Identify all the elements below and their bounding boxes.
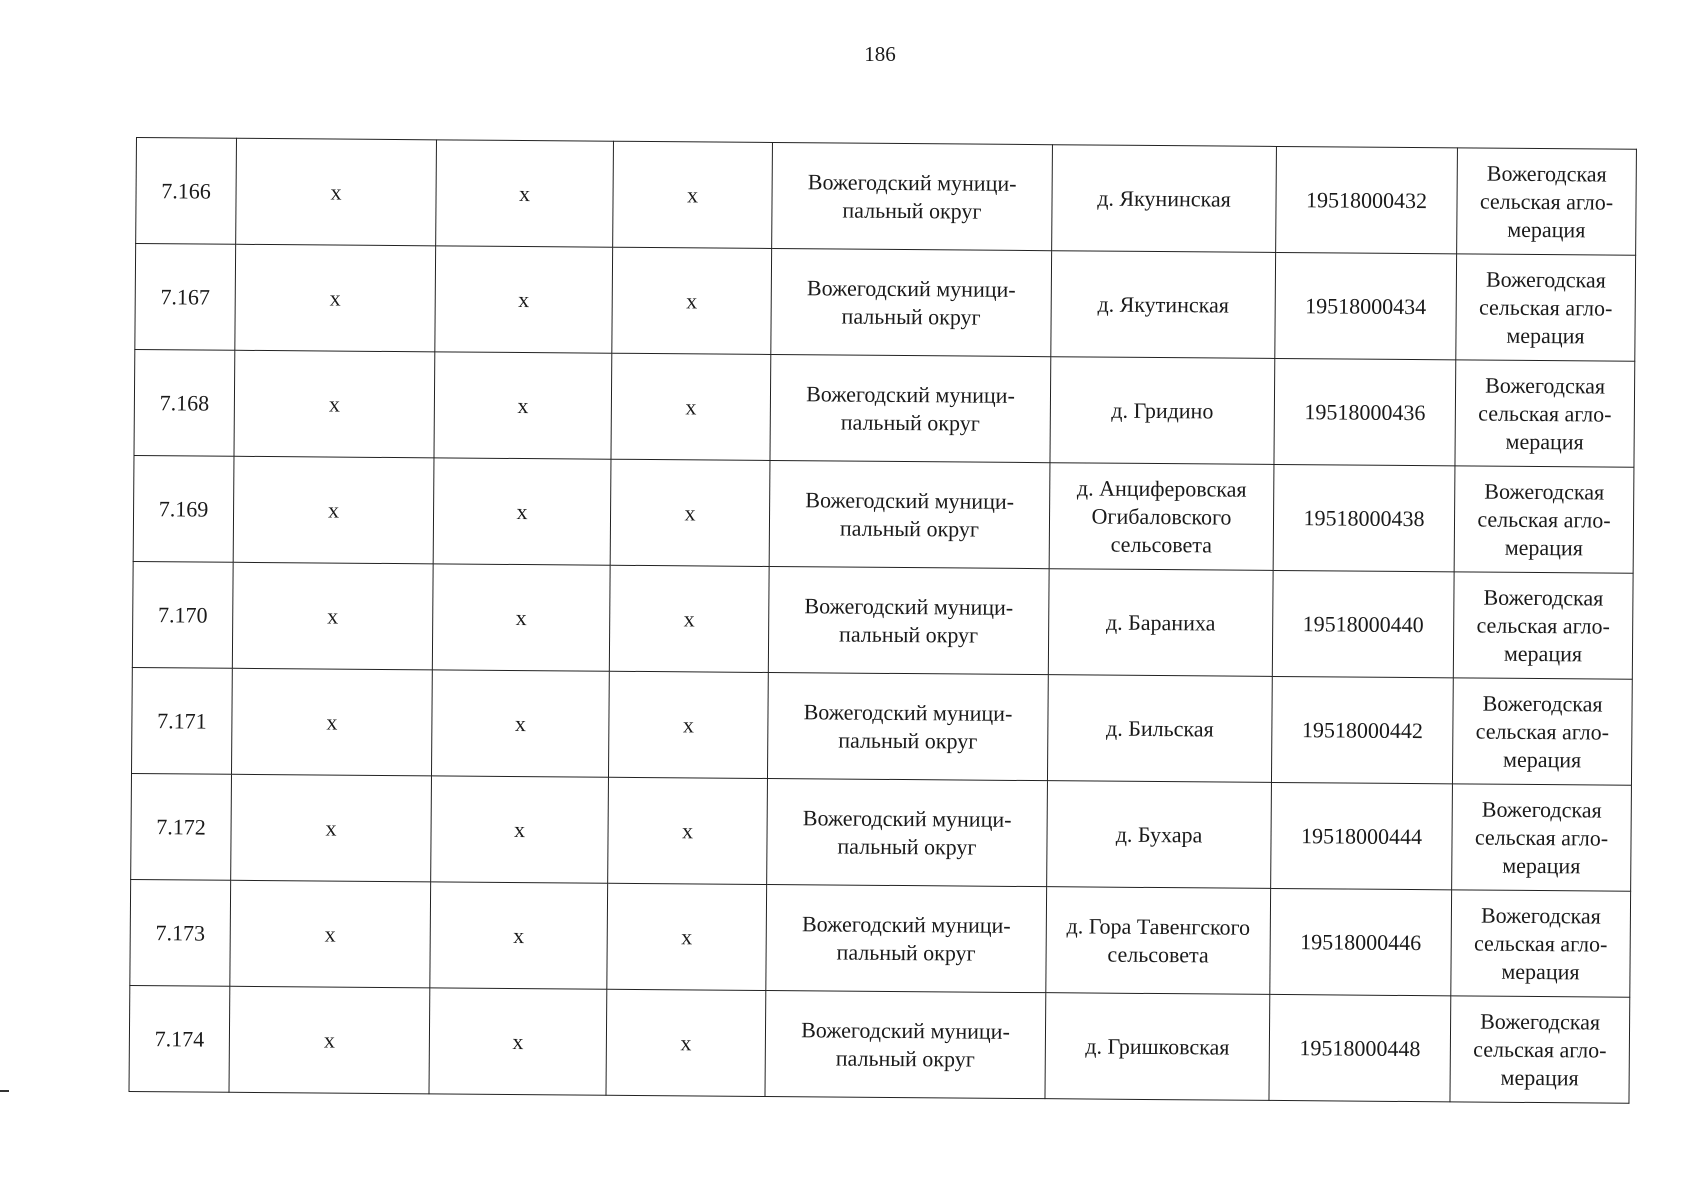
- column-2-cell: х: [433, 458, 611, 565]
- row-number-cell: 7.174: [129, 985, 230, 1092]
- column-3-cell: х: [606, 989, 766, 1096]
- column-1-cell: х: [233, 456, 434, 564]
- table-body: [129, 138, 1636, 1104]
- column-3-cell: х: [609, 565, 769, 672]
- column-3-cell: х: [608, 777, 768, 884]
- code-cell: 19518000440: [1272, 570, 1454, 677]
- column-3-cell: х: [611, 353, 771, 460]
- agglomeration-cell: Вожегодская сельская агло- мерация: [1452, 784, 1632, 891]
- code-cell: 19518000442: [1271, 676, 1453, 783]
- row-number-cell: 7.173: [130, 879, 231, 986]
- district-cell: Вожегодский муници- пальный округ: [772, 142, 1053, 250]
- column-3-cell: х: [607, 883, 767, 990]
- table-row: [133, 455, 1634, 573]
- code-cell: 19518000438: [1273, 464, 1455, 571]
- column-1-cell: х: [230, 880, 431, 988]
- settlements-table: [128, 137, 1636, 1104]
- code-cell: 19518000444: [1271, 782, 1453, 889]
- settlement-cell: д. Бараниха: [1048, 569, 1273, 677]
- settlement-cell: д. Бухара: [1047, 781, 1272, 889]
- column-1-cell: х: [234, 350, 435, 458]
- column-2-cell: х: [435, 246, 613, 353]
- column-3-cell: х: [610, 459, 770, 566]
- column-1-cell: х: [229, 986, 430, 1094]
- agglomeration-cell: Вожегодская сельская агло- мерация: [1450, 996, 1630, 1103]
- column-3-cell: х: [612, 247, 772, 354]
- margin-mark: [0, 1090, 9, 1092]
- agglomeration-cell: Вожегодская сельская агло- мерация: [1452, 678, 1632, 785]
- row-number-cell: 7.172: [131, 773, 232, 880]
- code-cell: 19518000446: [1270, 888, 1452, 995]
- page-number: 186: [864, 42, 896, 66]
- agglomeration-cell: Вожегодская сельская агло- мерация: [1455, 360, 1635, 467]
- table-row: [132, 561, 1633, 679]
- settlement-cell: д. Гридино: [1050, 357, 1275, 465]
- column-1-cell: х: [236, 138, 437, 246]
- row-number-cell: 7.170: [132, 561, 233, 668]
- table-row: [134, 349, 1635, 467]
- code-cell: 19518000432: [1276, 146, 1458, 253]
- column-1-cell: х: [231, 774, 432, 882]
- district-cell: Вожегодский муници- пальный округ: [765, 990, 1046, 1098]
- district-cell: Вожегодский муници- пальный округ: [767, 778, 1048, 886]
- district-cell: Вожегодский муници- пальный округ: [766, 884, 1047, 992]
- table-row: [132, 667, 1633, 785]
- column-2-cell: х: [431, 776, 609, 883]
- column-2-cell: х: [434, 352, 612, 459]
- agglomeration-cell: Вожегодская сельская агло- мерация: [1454, 466, 1634, 573]
- code-cell: 19518000436: [1274, 358, 1456, 465]
- agglomeration-cell: Вожегодская сельская агло- мерация: [1456, 254, 1636, 361]
- table-row: [135, 244, 1636, 362]
- table-row: [129, 985, 1630, 1103]
- column-2-cell: х: [431, 670, 609, 777]
- district-cell: Вожегодский муници- пальный округ: [767, 672, 1048, 780]
- district-cell: Вожегодский муници- пальный округ: [771, 248, 1052, 356]
- column-2-cell: х: [436, 140, 614, 247]
- district-cell: Вожегодский муници- пальный округ: [768, 566, 1049, 674]
- row-number-cell: 7.169: [133, 455, 234, 562]
- column-1-cell: х: [232, 562, 433, 670]
- settlement-cell: д. Якутинская: [1051, 251, 1276, 359]
- code-cell: 19518000448: [1269, 994, 1451, 1101]
- settlement-cell: д. Якунинская: [1052, 145, 1277, 253]
- column-2-cell: х: [432, 564, 610, 671]
- column-1-cell: х: [231, 668, 432, 776]
- table-row: [130, 879, 1631, 997]
- agglomeration-cell: Вожегодская сельская агло- мерация: [1453, 572, 1633, 679]
- code-cell: 19518000434: [1275, 252, 1457, 359]
- settlement-cell: д. Бильская: [1047, 675, 1272, 783]
- settlement-cell: д. Гора Тавенгского сельсовета: [1046, 887, 1271, 995]
- row-number-cell: 7.167: [135, 244, 236, 351]
- settlement-cell: д. Гришковская: [1045, 993, 1270, 1101]
- district-cell: Вожегодский муници- пальный округ: [769, 460, 1050, 568]
- district-cell: Вожегодский муници- пальный округ: [770, 354, 1051, 462]
- column-3-cell: х: [613, 141, 773, 248]
- row-number-cell: 7.166: [136, 138, 237, 245]
- settlement-cell: д. Анциферовская Огибаловского сельсовета: [1049, 463, 1274, 571]
- column-2-cell: х: [429, 988, 607, 1095]
- document-table-wrapper: [128, 137, 1636, 1104]
- row-number-cell: 7.168: [134, 349, 235, 456]
- agglomeration-cell: Вожегодская сельская агло- мерация: [1457, 148, 1637, 255]
- table-row: [136, 138, 1637, 256]
- agglomeration-cell: Вожегодская сельская агло- мерация: [1451, 890, 1631, 997]
- table-row: [131, 773, 1632, 891]
- column-1-cell: х: [235, 244, 436, 352]
- row-number-cell: 7.171: [132, 667, 233, 774]
- column-2-cell: х: [430, 882, 608, 989]
- column-3-cell: х: [608, 671, 768, 778]
